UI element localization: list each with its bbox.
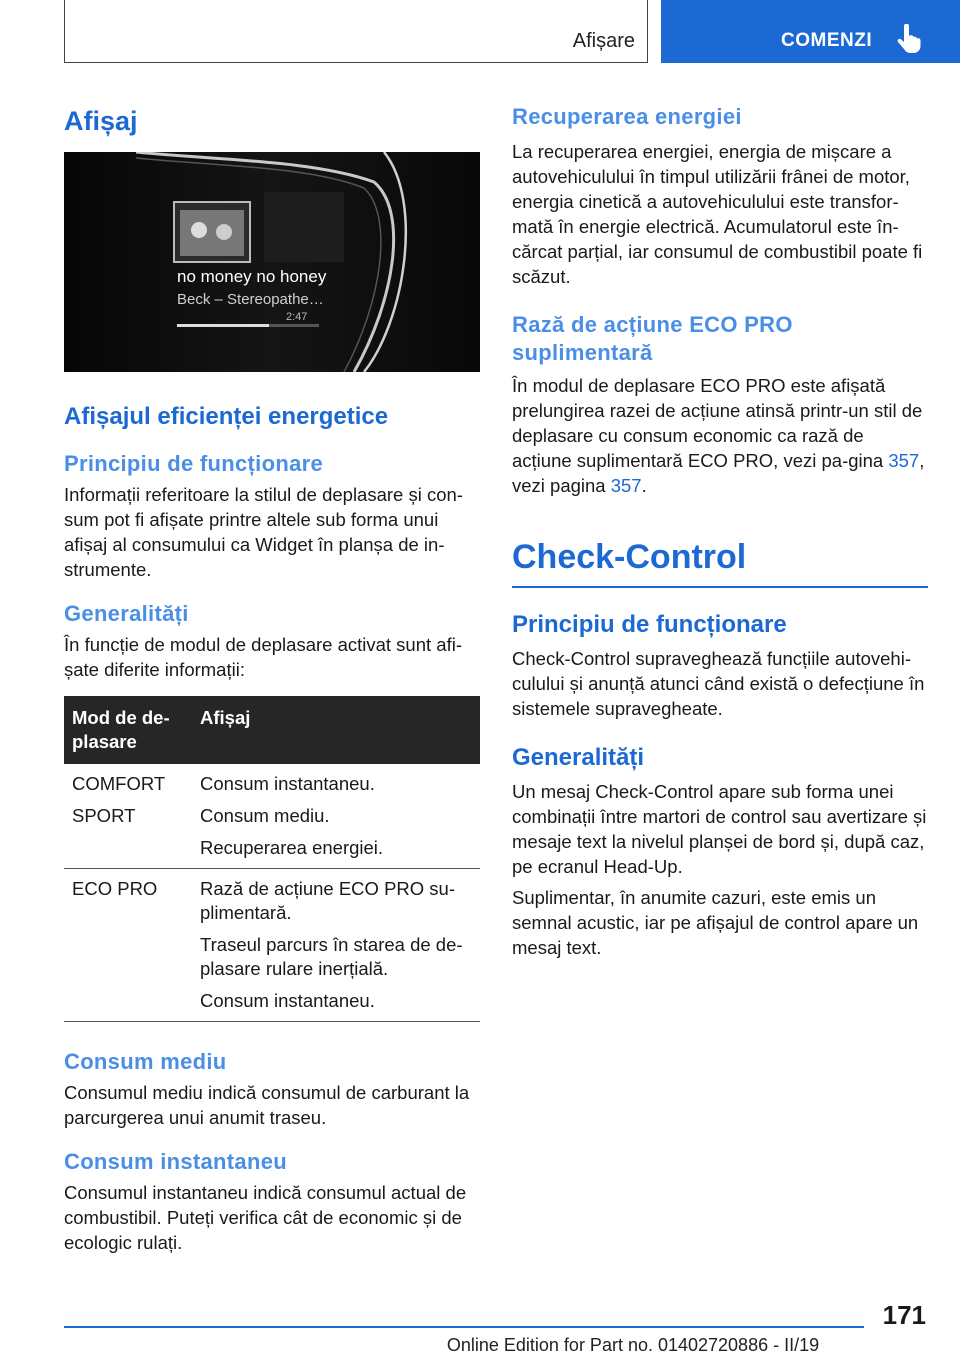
- instrument-display-image: [64, 152, 480, 372]
- table-header-row: [64, 696, 480, 764]
- info-coasting: Traseul parcurs în starea de de-plasare rulare inerțială.: [200, 934, 463, 979]
- heading-energy-efficiency: Afișajul eficienței energetice: [64, 403, 389, 430]
- header-comenzi-tab[interactable]: [661, 0, 960, 63]
- text-check-principle: Check-Control supraveghează funcțiile autovehi-culului și anunță atunci când există o defecțiune în sistemele supravegheate.: [512, 648, 925, 719]
- text-check-general-2: Suplimentar, în anumite cazuri, este emis un semnal acustic, iar pe afișajul de control apare un mesaj text.: [512, 887, 919, 958]
- text-eco-range-c: .: [641, 475, 647, 496]
- text-energy-recovery: La recuperarea energiei, energia de mișcare a autovehiculului în timpul utilizării frânei de motor, energia cinetică a autovehiculului este transfor-mată în energie electrică. Acumulatorul este în-cărcat parțial, iar consumul de combustibil poate fi scăzut.: [512, 141, 923, 287]
- info-eco-range: Rază de acțiune ECO PRO su-plimentară.: [200, 878, 455, 923]
- table-header-mode: Mod de de-plasare: [64, 696, 192, 764]
- header-section-box: [64, 0, 648, 63]
- heading-check-general: Generalități: [512, 744, 645, 771]
- page-link-357[interactable]: 357: [888, 450, 920, 471]
- table-row: [64, 764, 480, 869]
- header-section-label: Afișare: [572, 30, 635, 52]
- text-principle: Informații referitoare la stilul de deplasare și con-sum pot fi afișate printre altele sub forma unui afișaj al consumului ca Widget în planșa de in-strumente.: [64, 484, 463, 580]
- text-eco-range-b: , vezi pagina: [512, 450, 925, 496]
- text-eco-range: [512, 373, 928, 498]
- text-average-consumption: Consumul mediu indică consumul de carburant la parcurgerea unui anumit traseu.: [64, 1082, 470, 1128]
- edition-footer: [0, 1335, 960, 1356]
- edition-text: Online Edition for Part no. 01402720886 - II/19: [446, 1335, 820, 1355]
- heading-general: Generalități: [64, 601, 189, 626]
- mode-sport: SPORT: [72, 805, 136, 826]
- right-column: [512, 100, 928, 960]
- table-header-display: Afișaj: [192, 696, 480, 764]
- text-check-general-1: Un mesaj Check-Control apare sub forma unei combinații între martori de control sau avertizare și mesaje text la nivelul planșei de bord și, după caz, pe ecranul Head-Up.: [512, 781, 927, 877]
- text-instant-consumption: Consumul instantaneu indică consumul actual de combustibil. Puteți verifica cât de economic și de ecologic rulați.: [64, 1182, 467, 1253]
- page-number: 171: [882, 1300, 926, 1330]
- info-instant: Consum instantaneu.: [200, 773, 375, 794]
- mode-eco-pro: ECO PRO: [72, 878, 158, 899]
- info-recovery: Recuperarea energiei.: [200, 837, 384, 858]
- text-general: În funcție de modul de deplasare activat sunt afi-șate diferite informații:: [64, 634, 462, 680]
- footer-divider: [64, 1326, 864, 1328]
- heading-average-consumption: Consum mediu: [64, 1049, 227, 1074]
- mode-comfort: COMFORT: [72, 773, 166, 794]
- section-title-check-control: Check-Control: [512, 536, 928, 588]
- header-comenzi-label: COMENZI: [781, 30, 873, 51]
- hand-pointer-icon: [895, 24, 921, 54]
- info-instant-2: Consum instantaneu.: [200, 990, 375, 1011]
- display-artist: Beck – Stereopathe…: [177, 291, 324, 308]
- heading-check-principle: Principiu de funcționare: [512, 611, 787, 638]
- driving-mode-table: [64, 696, 480, 1022]
- text-eco-range-a: În modul de deplasare ECO PRO este afișată prelungirea razei de acțiune atinsă printr-un stil de deplasare cu consum economic ca rază de acțiune suplimentară ECO PRO, vezi pa-gina: [512, 375, 923, 471]
- display-time: 2:47: [286, 311, 308, 323]
- heading-energy-recovery: Recuperarea energiei: [512, 104, 742, 129]
- display-song-title: no money no honey: [177, 267, 327, 286]
- table-row: [64, 869, 480, 1022]
- info-average: Consum mediu.: [200, 805, 330, 826]
- section-title-afisaj: Afișaj: [64, 106, 138, 136]
- page-link-357-second[interactable]: 357: [610, 475, 642, 496]
- heading-eco-range: Rază de acțiune ECO PRO suplimentară: [512, 312, 793, 365]
- left-column: [64, 100, 480, 1255]
- heading-principle: Principiu de funcționare: [64, 451, 324, 476]
- heading-instant-consumption: Consum instantaneu: [64, 1149, 287, 1174]
- display-illustration: [64, 152, 480, 372]
